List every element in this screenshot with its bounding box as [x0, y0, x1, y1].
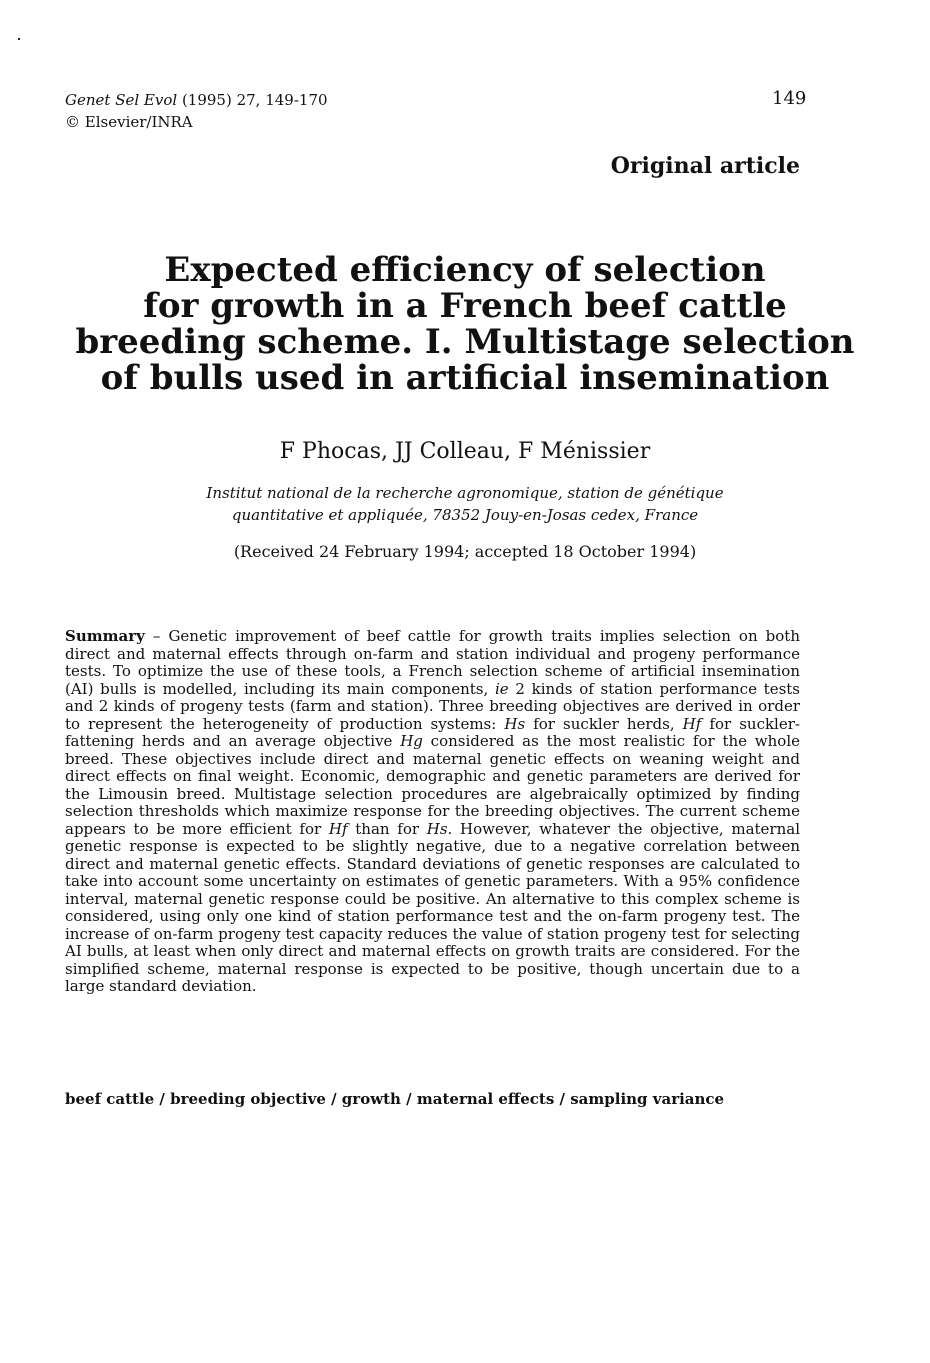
summary-text: than for	[347, 819, 427, 838]
title-line: Expected efficiency of selection	[164, 250, 766, 290]
summary-text: considered as the most realistic for the whole breed. These objectives include direct and maternal genetic effects on weaning weight and direct effects on final weight. Economic, demographic and genetic parameters are derived for the Limousin breed. Multistage selection procedures are algebraically optimized by finding selection thresholds which maximize response for the breeding objectives. The current scheme appears to be more efficient for	[65, 732, 800, 838]
summary-label: Summary	[65, 627, 145, 645]
received-dates: (Received 24 February 1994; accepted 18 October 1994)	[233, 542, 697, 561]
title-line: of bulls used in artificial insemination	[100, 358, 830, 398]
journal-name: Genet Sel Evol	[65, 91, 178, 109]
scan-speck	[18, 38, 20, 40]
title-line: breeding scheme. I. Multistage selection	[75, 322, 855, 362]
page-number: 149	[772, 88, 807, 109]
summary-paragraph	[65, 628, 800, 996]
journal-reference	[65, 90, 328, 110]
objective-symbol: Hf	[682, 714, 702, 733]
summary-text: for suckler-fattening herds and an average objective	[65, 714, 800, 750]
summary-text: 2 kinds of station performance tests and 2 kinds of progeny tests (farm and station). Three breeding objectives are derived in order to represent the heterogeneity of production systems:	[65, 679, 800, 733]
affiliation	[0, 482, 930, 526]
summary-text: for suckler herds,	[525, 714, 683, 733]
summary-text: – Genetic improvement of beef cattle for growth traits implies selection on both direct and maternal effects through on-farm and station individual and progeny performance tests. To optimize the use of these tools, a French selection scheme of artificial insemination (AI) bulls is modelled, including its main components,	[65, 627, 800, 698]
author-list: F Phocas, JJ Colleau, F Ménissier	[279, 439, 651, 464]
objective-symbol: Hf	[328, 819, 348, 838]
affiliation-line: Institut national de la recherche agronomique, station de génétique	[206, 484, 724, 502]
summary-italic: ie	[494, 679, 509, 698]
summary-text: . However, whatever the objective, maternal genetic response is expected to be slightly negative, due to a negative correlation between direct and maternal genetic effects. Standard deviations of genetic responses are calculated to take into account some uncertainty on estimates of genetic parameters. With a 95% confidence interval, maternal genetic response could be positive. An alternative to this complex scheme is considered, using only one kind of station performance test and the on-farm progeny test. The increase of on-farm progeny test capacity reduces the value of station progeny test for selecting AI bulls, at least when only direct and maternal effects on growth traits are considered. For the simplified scheme, maternal response is expected to be positive, though uncertain due to a large standard deviation.	[65, 819, 800, 995]
title-line: for growth in a French beef cattle	[143, 286, 787, 326]
objective-symbol: Hs	[504, 714, 526, 733]
journal-details: (1995) 27, 149-170	[181, 91, 328, 109]
article-type: Original article	[610, 153, 800, 179]
copyright-notice: © Elsevier/INRA	[65, 113, 193, 131]
paper-title	[40, 252, 890, 396]
keywords: beef cattle / breeding objective / growth / maternal effects / sampling variance	[65, 1090, 725, 1108]
affiliation-line: quantitative et appliquée, 78352 Jouy-en-Josas cedex, France	[231, 506, 699, 524]
objective-symbol: Hg	[400, 732, 423, 750]
objective-symbol: Hs	[426, 819, 448, 838]
